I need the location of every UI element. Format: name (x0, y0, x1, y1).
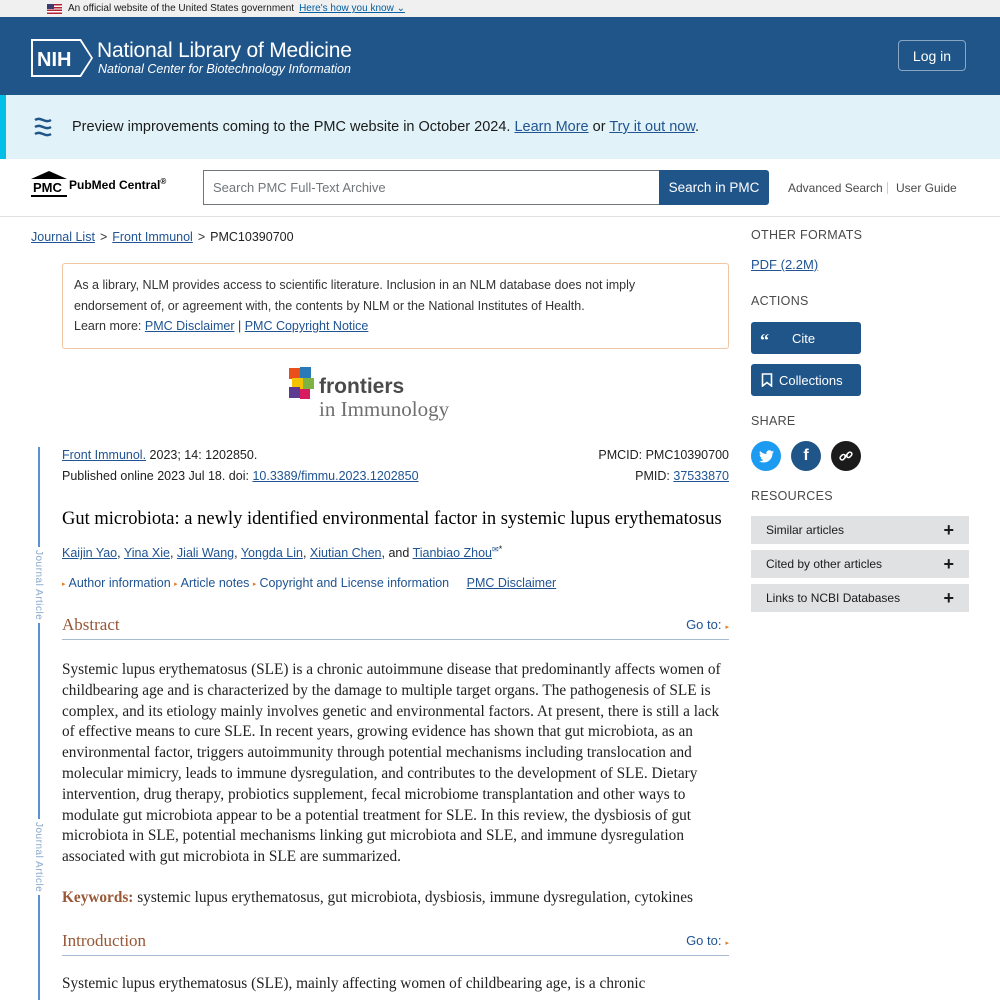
abstract-heading: Abstract (62, 615, 120, 634)
other-formats-heading: OTHER FORMATS (751, 228, 863, 242)
journal-link[interactable]: Front Immunol. (62, 448, 147, 462)
quote-icon: “ (760, 330, 769, 350)
frontiers-immunology-logo[interactable] (288, 365, 478, 423)
chevron-down-icon: ⌄ (396, 3, 405, 14)
pmc-disclaimer-link[interactable]: PMC Disclaimer (144, 319, 235, 333)
cited-by-accordion[interactable]: Cited by other articles + (751, 550, 969, 578)
svg-text:PMC: PMC (33, 180, 62, 195)
nih-logo[interactable] (31, 39, 93, 77)
nlm-title[interactable]: National Library of Medicine (97, 39, 352, 62)
article-notes-toggle[interactable]: ▸ Article notes (174, 576, 250, 590)
author-link[interactable]: Yongda Lin (240, 546, 303, 561)
pmcid: PMCID: PMC10390700 (598, 448, 729, 462)
facebook-share-button[interactable] (791, 441, 821, 471)
doi-link[interactable]: 10.3389/fimmu.2023.1202850 (252, 469, 419, 483)
try-it-out-link[interactable]: Try it out now (609, 119, 696, 135)
abstract-section-header (62, 615, 729, 640)
notice-learn-more: Learn more: PMC Disclaimer | PMC Copyright Notice (74, 319, 369, 333)
journal-article-sidebar-line (38, 447, 40, 1000)
pmid: PMID: 37533870 (635, 469, 729, 483)
nlm-disclaimer-notice (62, 263, 729, 349)
search-input[interactable]: Search PMC Full-Text Archive (203, 170, 660, 205)
author-link[interactable]: Tianbiao Zhou (412, 546, 493, 561)
ncbi-links-accordion[interactable]: Links to NCBI Databases + (751, 584, 969, 612)
plus-icon: + (943, 554, 954, 574)
introduction-section-header (62, 931, 729, 956)
copyright-license-toggle[interactable]: ▸ Copyright and License information (252, 576, 450, 590)
keywords: Keywords: systemic lupus erythematosus, gut microbiota, dysbiosis, immune dysregulation, cytokines (62, 889, 693, 906)
pdf-link[interactable]: PDF (2.2M) (751, 257, 819, 272)
published-line: Published online 2023 Jul 18. doi: 10.3389/fimmu.2023.1202850 (62, 469, 419, 483)
pmc-wave-icon (31, 114, 55, 140)
twitter-share-button[interactable] (751, 441, 781, 471)
breadcrumb-journal-list[interactable]: Journal List (31, 230, 95, 244)
breadcrumb-current: PMC10390700 (210, 230, 294, 244)
share-heading: SHARE (751, 414, 796, 428)
article-meta-links (62, 576, 556, 590)
goto-menu[interactable]: Go to: ▸ (686, 617, 729, 632)
breadcrumb: Journal List > Front Immunol > PMC10390700 (31, 230, 294, 244)
author-information-toggle[interactable]: ▸ Author information (62, 576, 171, 590)
divider (887, 182, 888, 194)
user-guide-link[interactable]: User Guide (896, 181, 957, 195)
goto-menu[interactable]: Go to: ▸ (686, 933, 729, 948)
site-header (0, 17, 1000, 95)
preview-text: Preview improvements coming to the PMC website in October 2024. Learn More or Try it out now. (72, 119, 700, 135)
plus-icon: + (943, 520, 954, 540)
introduction-text: Systemic lupus erythematosus (SLE), mainly affecting women of childbearing age, is a chronic (62, 975, 646, 992)
author-link[interactable]: Jiali Wang (176, 546, 235, 561)
gov-banner-text: An official website of the United States government (68, 3, 295, 14)
pmc-building-icon (31, 170, 67, 198)
pmc-disclaimer-link[interactable]: PMC Disclaimer (466, 576, 557, 590)
twitter-icon (759, 450, 774, 463)
preview-banner (0, 95, 1000, 159)
ncbi-subtitle: National Center for Biotechnology Information (98, 62, 351, 76)
author-link[interactable]: Xiutian Chen (309, 546, 382, 561)
similar-articles-accordion[interactable]: Similar articles + (751, 516, 969, 544)
article-title: Gut microbiota: a newly identified environmental factor in systemic lupus erythematosus (62, 509, 722, 529)
resources-heading: RESOURCES (751, 489, 833, 503)
introduction-heading: Introduction (62, 931, 147, 950)
copy-link-button[interactable] (831, 441, 861, 471)
pmc-copyright-link[interactable]: PMC Copyright Notice (244, 319, 369, 333)
pmid-link[interactable]: 37533870 (673, 469, 729, 483)
us-flag-icon (47, 4, 62, 14)
author-link[interactable]: Kaijin Yao (62, 546, 118, 561)
journal-article-label: Journal Article (33, 547, 44, 623)
facebook-icon: f (803, 447, 809, 464)
bookmark-icon (761, 373, 773, 387)
actions-heading: ACTIONS (751, 294, 809, 308)
collections-button[interactable]: Collections (751, 364, 861, 396)
svg-text:frontiers: frontiers (319, 375, 405, 398)
how-you-know-link[interactable]: Here's how you know ⌄ (299, 3, 405, 14)
pmc-logo[interactable]: PMC PubMed Central® (31, 170, 166, 198)
cite-button[interactable]: “ Cite (751, 322, 861, 354)
notice-line-2: endorsement of, or agreement with, the contents by NLM or the National Institutes of Health. (74, 298, 585, 313)
notice-line-1: As a library, NLM provides access to scientific literature. Inclusion in an NLM database does not imply (74, 278, 636, 292)
learn-more-link[interactable]: Learn More (514, 119, 589, 135)
link-icon (838, 448, 854, 464)
author-link[interactable]: Yina Xie (123, 546, 170, 561)
pubmed-central-label: PubMed Central (69, 177, 161, 192)
citation-line: Front Immunol. 2023; 14: 1202850. (62, 448, 258, 462)
plus-icon: + (943, 588, 954, 608)
search-button[interactable]: Search in PMC (659, 170, 769, 205)
author-list: Kaijin Yao, Yina Xie, Jiali Wang, Yongda Lin, Xiutian Chen, and Tianbiao Zhou✉* (62, 544, 503, 561)
svg-text:NIH: NIH (37, 49, 72, 71)
gov-banner (0, 0, 1000, 17)
breadcrumb-front-immunol[interactable]: Front Immunol (112, 230, 193, 244)
login-button[interactable]: Log in (898, 40, 966, 71)
advanced-search-link[interactable]: Advanced Search (788, 181, 883, 195)
email-icon[interactable]: ✉ (492, 545, 499, 554)
abstract-text: Systemic lupus erythematosus (SLE) is a chronic autoimmune disease that predominantly affects women of childbearing age and is characterized by the damage to multiple target organs. The pathogenesis of SLE is complex, and its etiology mainly involves genetic and environmental factors. At present, there is still a lack of effective means to cure SLE. In recent years, growing evidence has shown that gut microbiota, as an environmental factor, triggers autoimmunity through potential mechanisms including translocation and molecular mimicry, leads to immune dysregulation, and contributes to the development of SLE. Dietary intervention, drug therapy, probiotics supplement, fecal microbiome transplantation and other ways to modulate gut microbiota appear to be a potential treatment for SLE. In this review, the dysbiosis of gut microbiota in SLE, potential mechanisms linking gut microbiota and SLE, and immune dysregulation associated with gut microbiota in SLE are summarized. (62, 661, 721, 866)
svg-text:in Immunology: in Immunology (319, 397, 450, 421)
journal-article-label: Journal Article (33, 819, 44, 895)
